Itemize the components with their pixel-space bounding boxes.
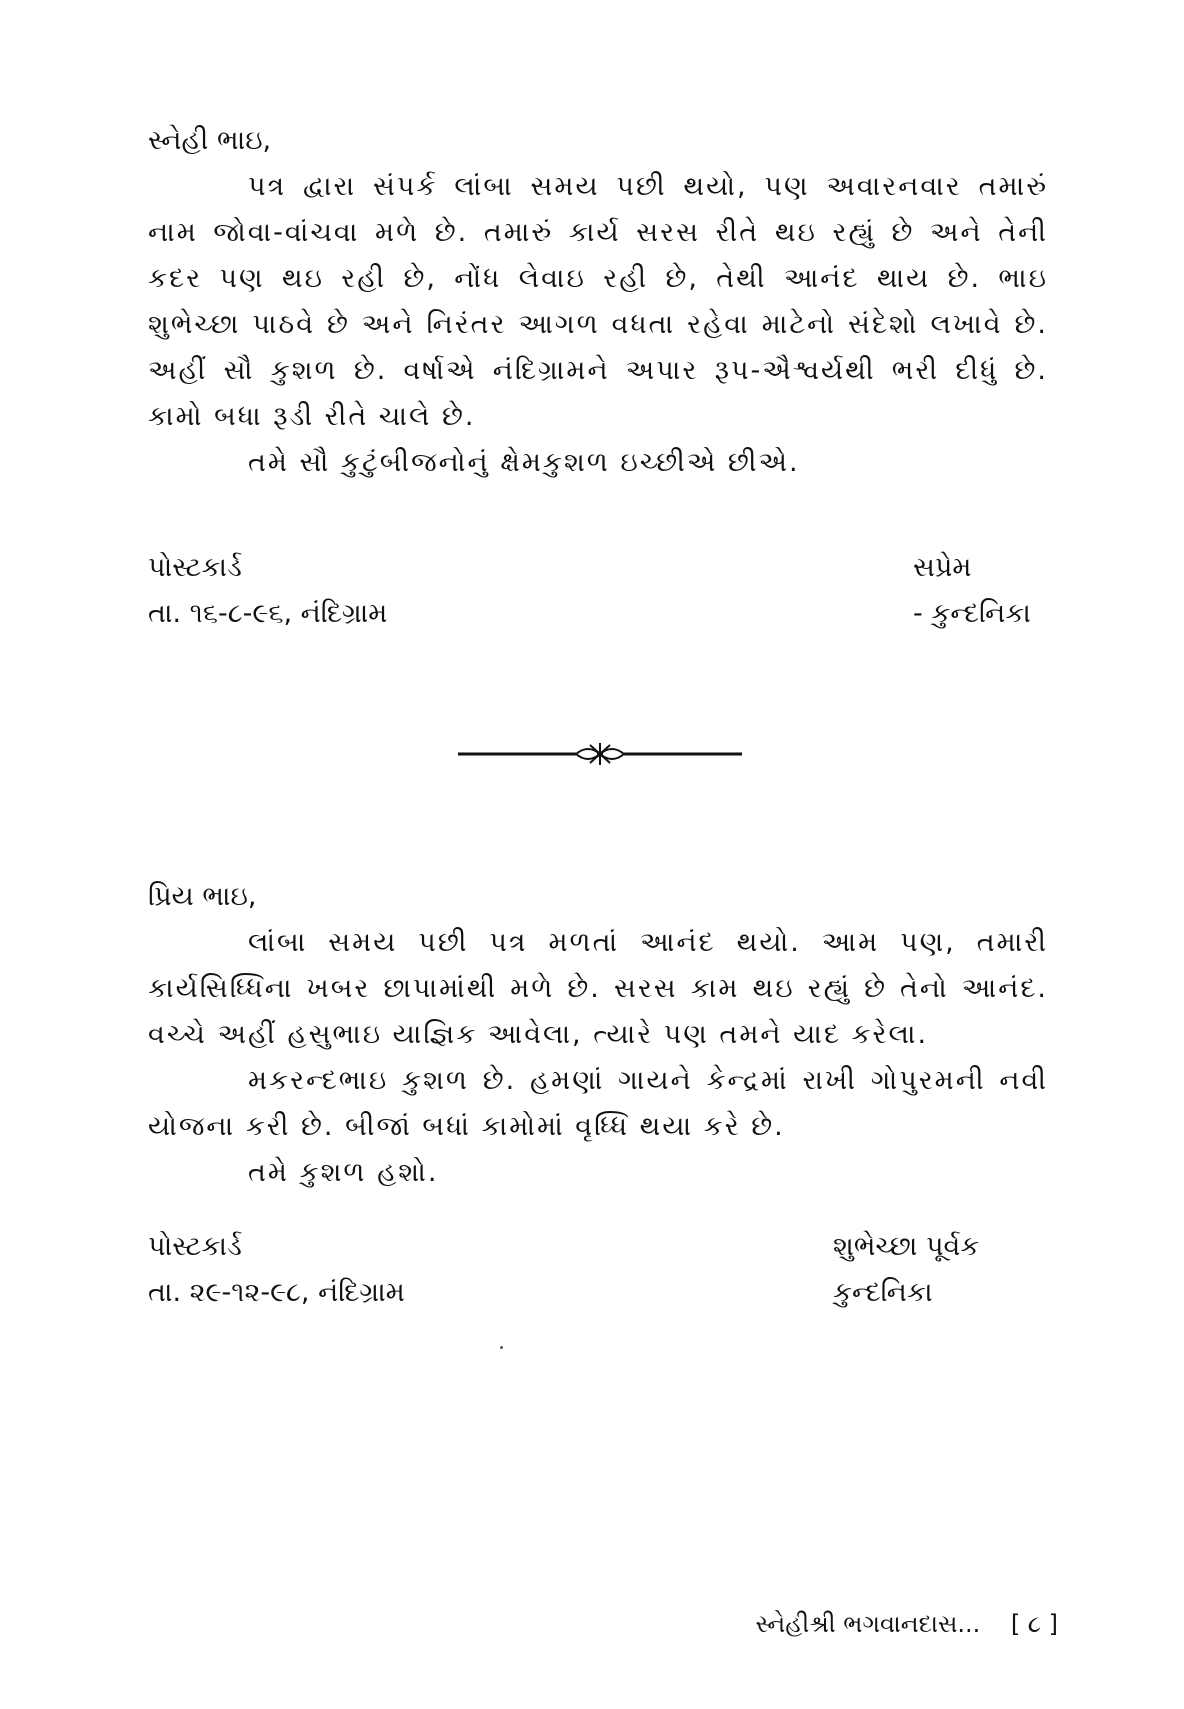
- letter-1: [148, 118, 1048, 486]
- letter-2-paragraph-1: લાંબા સમય પછી પત્ર મળતાં આનંદ થયો. આમ પણ, તમારી કાર્યસિધ્ધિના ખબર છાપામાંથી મળે છે. સરસ કામ થઇ રહ્યું છે તેનો આનંદ. વચ્ચે અહીં હસુભાઇ યાજ્ઞિક આવેલા, ત્યારે પણ તમને યાદ કરેલા.: [148, 927, 1048, 1050]
- letter-2-mode: પોસ્ટકાર્ડ: [148, 1231, 242, 1262]
- letter-1-signature: - કુન્દનિકા: [913, 598, 1031, 629]
- letter-2-date-place: તા. ૨૯-૧૨-૯૮, નંદિગ્રામ: [148, 1277, 405, 1308]
- letter-2: [148, 874, 1048, 1196]
- running-title: સ્નેહીશ્રી ભગવાનદાસ...: [755, 1610, 981, 1638]
- letter-2-signature: કુન્દનિકા: [833, 1277, 933, 1308]
- letter-1-salutation: સ્નેહી ભાઇ,: [148, 125, 272, 156]
- letter-2-paragraph-3: તમે કુશળ હશો.: [248, 1157, 439, 1188]
- letter-2-paragraph-2: મકરન્દભાઇ કુશળ છે. હમણાં ગાયને કેન્દ્રમાં રાખી ગોપુરમની નવી યોજના કરી છે. બીજાં બધાં કામોમાં વૃધ્ધિ થયા કરે છે.: [148, 1065, 1048, 1142]
- letter-1-signoff: [148, 545, 1048, 637]
- letter-1-mode: પોસ્ટકાર્ડ: [148, 552, 242, 583]
- letter-1-closing: સપ્રેમ: [913, 552, 972, 583]
- page-footer: [756, 1609, 1059, 1639]
- letter-2-closing: શુભેચ્છા પૂર્વક: [833, 1231, 980, 1262]
- letter-1-date-place: તા. ૧૬-૮-૯૬, નંદિગ્રામ: [148, 598, 388, 629]
- letter-1-paragraph-1: પત્ર દ્વારા સંપર્ક લાંબા સમય પછી થયો, પણ અવારનવાર તમારું નામ જોવા-વાંચવા મળે છે. તમારું કાર્ય સરસ રીતે થઇ રહ્યું છે અને તેની કદર પણ થઇ રહી છે, નોંધ લેવાઇ રહી છે, તેથી આનંદ થાય છે. ભાઇ શુભેચ્છા પાઠવે છે અને નિરંતર આગળ વધતા રહેવા માટેનો સંદેશો લખાવે છે. અહીં સૌ કુશળ છે. વર્ષાએ નંદિગ્રામને અપાર રૂપ-ઐશ્વર્યથી ભરી દીધું છે. કામો બધા રૂડી રીતે ચાલે છે.: [148, 171, 1048, 432]
- page-number: [ ૮ ]: [1010, 1610, 1058, 1638]
- speck: [500, 1346, 503, 1349]
- letter-2-salutation: પ્રિય ભાઇ,: [148, 881, 257, 912]
- letter-1-paragraph-2: તમે સૌ કુટુંબીજનોનું ક્ષેમકુશળ ઇચ્છીએ છીએ.: [248, 447, 800, 478]
- floral-ornament-icon: [458, 742, 742, 766]
- letter-2-signoff: [148, 1224, 1048, 1316]
